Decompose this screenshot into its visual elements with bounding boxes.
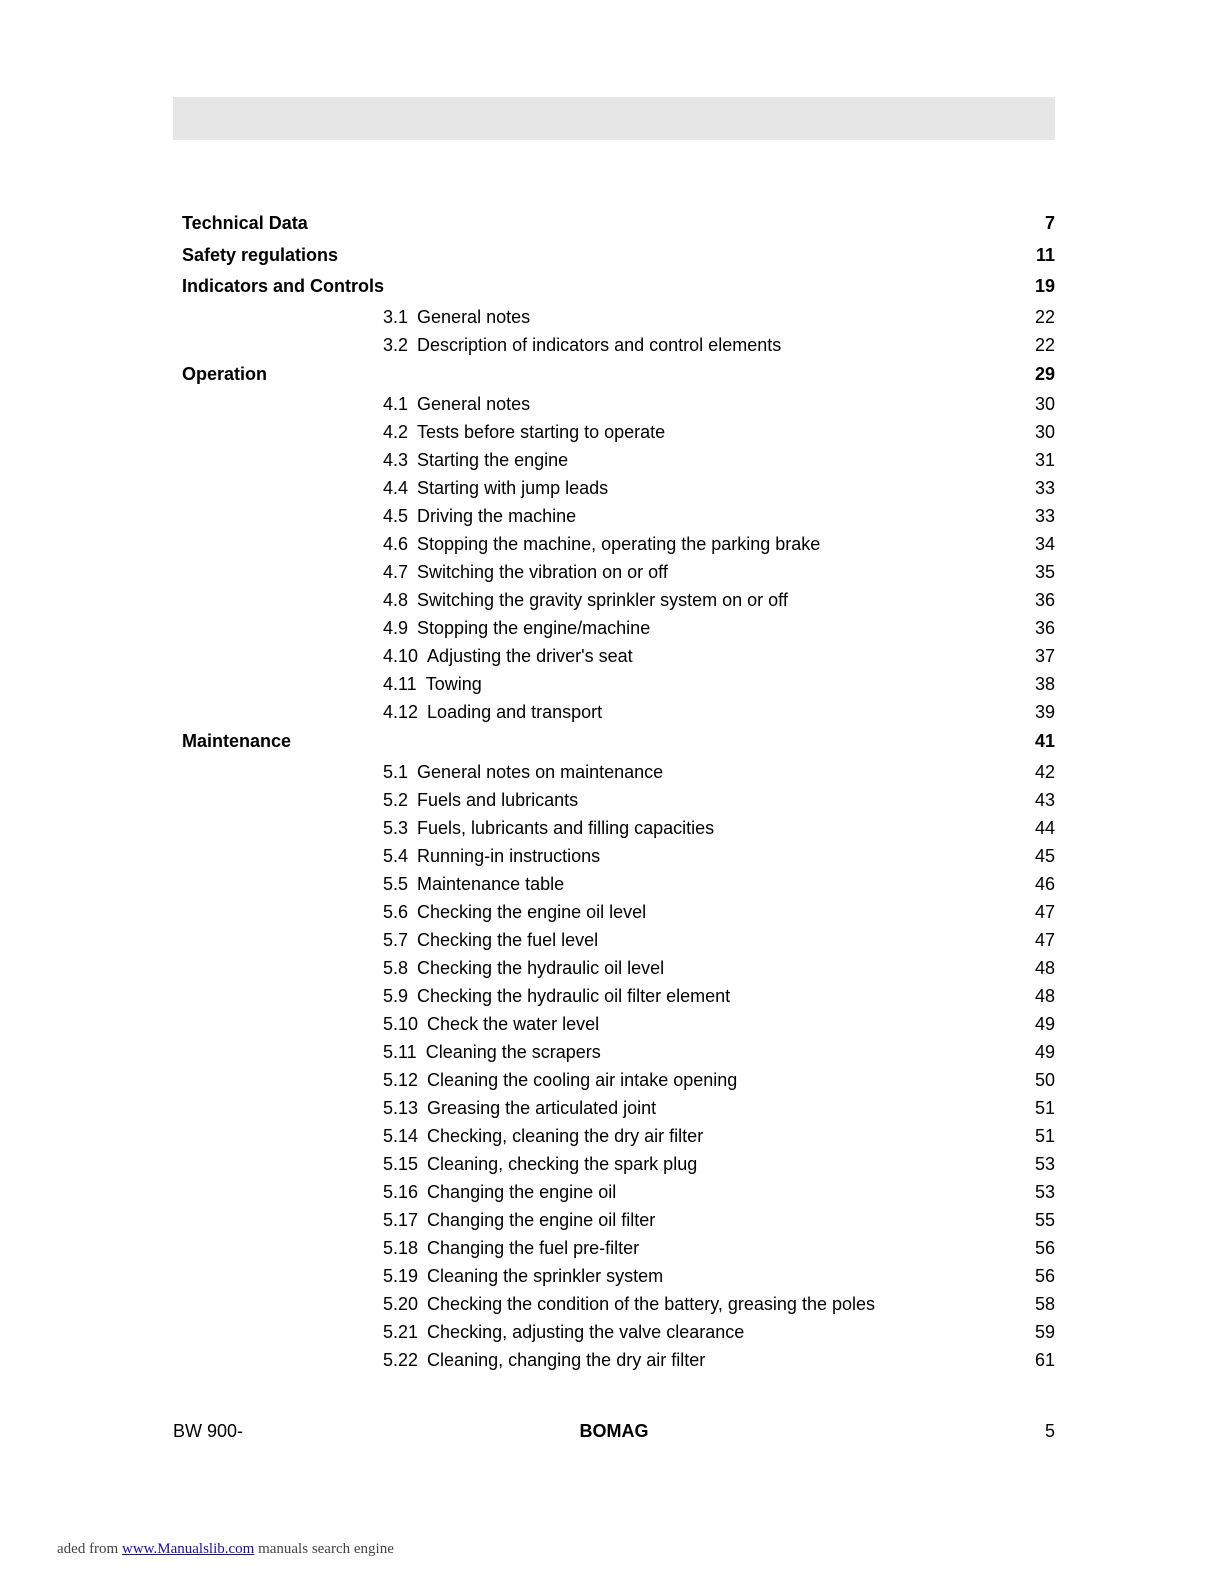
toc-page-number: 48 bbox=[1034, 985, 1055, 1006]
toc-section-number: 5.19 bbox=[383, 1265, 419, 1286]
header-band bbox=[173, 97, 1055, 140]
toc-section-row[interactable] bbox=[182, 586, 1055, 614]
toc-entry-text: Cleaning, changing the dry air filter bbox=[427, 1349, 706, 1370]
toc-section-row[interactable] bbox=[182, 303, 1055, 331]
toc-section-row[interactable] bbox=[182, 1066, 1055, 1094]
toc-section-row[interactable] bbox=[182, 418, 1055, 446]
toc-entry-text: Cleaning the sprinkler system bbox=[427, 1265, 664, 1286]
toc-section-number: 4.7 bbox=[383, 562, 409, 582]
toc-entry-title bbox=[182, 208, 308, 240]
toc-section-row[interactable] bbox=[182, 1038, 1055, 1066]
toc-entry-text: Technical Data bbox=[182, 213, 308, 233]
toc-entry-title bbox=[383, 1094, 656, 1122]
toc-entry-title bbox=[383, 842, 600, 870]
toc-entry-title bbox=[383, 758, 663, 786]
toc-page-number: 58 bbox=[1034, 1293, 1055, 1314]
toc-entry-title bbox=[383, 586, 788, 614]
toc-chapter-row[interactable] bbox=[182, 208, 1055, 240]
toc-page-number: 53 bbox=[1034, 1153, 1055, 1174]
toc-entry-title bbox=[383, 558, 668, 586]
toc-section-row[interactable] bbox=[182, 1206, 1055, 1234]
toc-section-number: 3.2 bbox=[383, 334, 409, 355]
toc-page-number: 59 bbox=[1034, 1321, 1055, 1342]
toc-entry-text: Fuels and lubricants bbox=[417, 789, 579, 810]
toc-entry-title bbox=[383, 1150, 697, 1178]
toc-entry-title bbox=[383, 786, 578, 814]
toc-page-number: 43 bbox=[1034, 789, 1055, 810]
watermark-link[interactable]: www.Manualslib.com bbox=[121, 1541, 255, 1557]
toc-entry-title bbox=[182, 271, 384, 303]
toc-chapter-row[interactable] bbox=[182, 240, 1055, 272]
toc-entry-title bbox=[383, 303, 530, 331]
toc-entry-text: Loading and transport bbox=[427, 702, 603, 722]
toc-page-number: 39 bbox=[1034, 702, 1055, 722]
footer-page-number: 5 bbox=[1044, 1421, 1055, 1441]
toc-page-number: 49 bbox=[1034, 1013, 1055, 1034]
toc-section-row[interactable] bbox=[182, 814, 1055, 842]
toc-section-row[interactable] bbox=[182, 1346, 1055, 1374]
toc-chapter-row[interactable] bbox=[182, 726, 1055, 758]
toc-page-number: 56 bbox=[1034, 1237, 1055, 1258]
toc-entry-title bbox=[383, 814, 714, 842]
toc-entry-text: General notes bbox=[417, 394, 531, 414]
toc-section-row[interactable] bbox=[182, 786, 1055, 814]
toc-entry-text: Operation bbox=[182, 363, 268, 384]
toc-section-number: 5.12 bbox=[383, 1069, 419, 1090]
toc-entry-title bbox=[383, 670, 482, 698]
toc-entry-text: Maintenance table bbox=[417, 873, 565, 894]
toc-section-number: 5.22 bbox=[383, 1349, 419, 1370]
toc-section-row[interactable] bbox=[182, 1150, 1055, 1178]
toc-entry-text: Driving the machine bbox=[417, 506, 577, 526]
toc-section-row[interactable] bbox=[182, 870, 1055, 898]
toc-entry-title bbox=[383, 1206, 655, 1234]
toc-entry-text: Checking the engine oil level bbox=[417, 901, 647, 922]
toc-entry-title bbox=[383, 1122, 703, 1150]
toc-page-number: 47 bbox=[1034, 901, 1055, 922]
toc-page-number: 41 bbox=[1034, 731, 1055, 751]
toc-page-number: 50 bbox=[1034, 1069, 1055, 1090]
toc-entry-title bbox=[182, 240, 338, 272]
toc-section-number: 4.8 bbox=[383, 590, 409, 610]
toc-section-row[interactable] bbox=[182, 1122, 1055, 1150]
toc-section-number: 5.18 bbox=[383, 1237, 419, 1258]
toc-entry-title bbox=[383, 926, 598, 954]
toc-entry-text: General notes bbox=[417, 306, 531, 327]
toc-section-number: 4.11 bbox=[383, 674, 417, 694]
toc-section-number: 4.2 bbox=[383, 422, 409, 442]
toc-page-number: 7 bbox=[1044, 213, 1055, 233]
toc-section-row[interactable] bbox=[182, 530, 1055, 558]
toc-page-number: 30 bbox=[1034, 394, 1055, 414]
toc-page-number: 49 bbox=[1034, 1041, 1055, 1062]
watermark-suffix: manuals search engine bbox=[258, 1541, 394, 1557]
toc-page-number: 36 bbox=[1034, 590, 1055, 610]
toc-chapter-row[interactable] bbox=[182, 271, 1055, 303]
toc-section-number: 5.11 bbox=[383, 1041, 417, 1062]
toc-section-number: 5.10 bbox=[383, 1013, 419, 1034]
toc-entry-text: Description of indicators and control elements bbox=[417, 334, 782, 355]
toc-section-number: 4.1 bbox=[383, 394, 409, 414]
page-footer bbox=[173, 1419, 1055, 1443]
toc-section-number: 4.6 bbox=[383, 534, 409, 554]
toc-section-number: 5.14 bbox=[383, 1125, 419, 1146]
toc-entry-title bbox=[182, 726, 291, 758]
toc-page-number: 33 bbox=[1034, 478, 1055, 498]
watermark bbox=[57, 1541, 394, 1558]
toc-section-number: 5.16 bbox=[383, 1181, 419, 1202]
toc-section-row[interactable] bbox=[182, 1234, 1055, 1262]
toc-entry-text: Cleaning the scrapers bbox=[425, 1041, 601, 1062]
toc-entry-title bbox=[383, 331, 781, 359]
toc-section-number: 5.8 bbox=[383, 957, 409, 978]
toc-section-row[interactable] bbox=[182, 474, 1055, 502]
toc-page-number: 22 bbox=[1034, 306, 1055, 327]
toc-entry-text: Check the water level bbox=[427, 1013, 600, 1034]
toc-page-number: 29 bbox=[1034, 363, 1055, 384]
toc-section-row[interactable] bbox=[182, 670, 1055, 698]
toc-page-number: 11 bbox=[1035, 244, 1055, 265]
toc-page-number: 48 bbox=[1034, 957, 1055, 978]
toc-page-number: 19 bbox=[1034, 276, 1055, 296]
toc-entry-title bbox=[383, 530, 820, 558]
toc-page-number: 33 bbox=[1034, 506, 1055, 526]
toc-entry-text: Adjusting the driver's seat bbox=[427, 646, 633, 666]
toc-entry-text: Tests before starting to operate bbox=[417, 422, 666, 442]
toc-page-number: 22 bbox=[1034, 334, 1055, 355]
toc-section-row[interactable] bbox=[182, 698, 1055, 726]
toc-section-number: 5.4 bbox=[383, 845, 409, 866]
toc-page-number: 42 bbox=[1034, 761, 1055, 782]
toc-section-number: 5.20 bbox=[383, 1293, 419, 1314]
toc-entry-text: Fuels, lubricants and filling capacities bbox=[417, 817, 715, 838]
toc-entry-text: Checking the hydraulic oil level bbox=[417, 957, 665, 978]
toc-section-number: 5.15 bbox=[383, 1153, 419, 1174]
toc-entry-title bbox=[383, 1066, 737, 1094]
toc-section-row[interactable] bbox=[182, 446, 1055, 474]
toc-section-row[interactable] bbox=[182, 614, 1055, 642]
toc-section-number: 5.17 bbox=[383, 1209, 419, 1230]
toc-section-number: 5.3 bbox=[383, 817, 409, 838]
toc-entry-title bbox=[383, 1318, 744, 1346]
toc-entry-text: Starting the engine bbox=[417, 450, 569, 470]
toc-entry-text: Stopping the engine/machine bbox=[417, 618, 651, 638]
toc-entry-title bbox=[383, 642, 633, 670]
toc-section-number: 4.12 bbox=[383, 702, 419, 722]
toc-entry-title bbox=[383, 870, 564, 898]
toc-entry-title bbox=[383, 1234, 639, 1262]
toc-section-row[interactable] bbox=[182, 1290, 1055, 1318]
footer-brand: BOMAG bbox=[579, 1421, 649, 1441]
toc-entry-title bbox=[383, 614, 650, 642]
toc-section-number: 5.13 bbox=[383, 1097, 419, 1118]
toc-entry-text: Checking the hydraulic oil filter element bbox=[417, 985, 731, 1006]
toc-entry-text: Changing the engine oil filter bbox=[427, 1209, 656, 1230]
toc-section-row[interactable] bbox=[182, 558, 1055, 586]
toc-page-number: 51 bbox=[1034, 1097, 1055, 1118]
toc-entry-text: Cleaning, checking the spark plug bbox=[427, 1153, 698, 1174]
toc-page-number: 44 bbox=[1034, 817, 1055, 838]
toc-section-row[interactable] bbox=[182, 1318, 1055, 1346]
toc-entry-text: Checking, cleaning the dry air filter bbox=[427, 1125, 704, 1146]
footer-model: BW 900- bbox=[173, 1421, 244, 1441]
toc-section-number: 5.9 bbox=[383, 985, 409, 1006]
toc-page-number: 37 bbox=[1034, 646, 1055, 666]
toc-page-number: 51 bbox=[1034, 1125, 1055, 1146]
toc-page-number: 55 bbox=[1034, 1209, 1055, 1230]
toc-section-number: 5.5 bbox=[383, 873, 409, 894]
toc-entry-text: Running-in instructions bbox=[417, 845, 601, 866]
toc-entry-title bbox=[383, 446, 568, 474]
toc-section-row[interactable] bbox=[182, 331, 1055, 359]
toc-entry-title bbox=[383, 698, 602, 726]
toc-section-row[interactable] bbox=[182, 1262, 1055, 1290]
toc-entry-title bbox=[383, 1178, 616, 1206]
toc-section-row[interactable] bbox=[182, 926, 1055, 954]
toc-section-row[interactable] bbox=[182, 1094, 1055, 1122]
toc-entry-title bbox=[383, 1010, 599, 1038]
toc-entry-text: Safety regulations bbox=[182, 244, 339, 265]
toc-section-row[interactable] bbox=[182, 842, 1055, 870]
toc-page-number: 38 bbox=[1034, 674, 1055, 694]
toc-entry-text: Checking the fuel level bbox=[417, 929, 599, 950]
toc-entry-text: Maintenance bbox=[182, 731, 292, 751]
toc-entry-text: Greasing the articulated joint bbox=[427, 1097, 657, 1118]
toc-page-number: 46 bbox=[1034, 873, 1055, 894]
toc-entry-text: General notes on maintenance bbox=[417, 761, 664, 782]
toc-page-number: 56 bbox=[1034, 1265, 1055, 1286]
toc-section-row[interactable] bbox=[182, 390, 1055, 418]
toc-entry-title bbox=[383, 1346, 705, 1374]
toc-entry-title bbox=[383, 418, 665, 446]
toc-section-row[interactable] bbox=[182, 642, 1055, 670]
toc-entry-title bbox=[383, 474, 608, 502]
toc-page-number: 34 bbox=[1034, 534, 1055, 554]
toc-section-row[interactable] bbox=[182, 1178, 1055, 1206]
toc-section-row[interactable] bbox=[182, 898, 1055, 926]
toc-section-number: 5.21 bbox=[383, 1321, 419, 1342]
watermark-prefix: aded from bbox=[57, 1541, 119, 1557]
toc-chapter-row[interactable] bbox=[182, 359, 1055, 391]
toc-page-number: 53 bbox=[1034, 1181, 1055, 1202]
toc-entry-title bbox=[182, 359, 267, 391]
toc-section-number: 5.6 bbox=[383, 901, 409, 922]
toc-entry-title bbox=[383, 898, 646, 926]
toc-section-number: 4.9 bbox=[383, 618, 409, 638]
toc-section-row[interactable] bbox=[182, 954, 1055, 982]
toc-section-number: 4.10 bbox=[383, 646, 419, 666]
toc-page-number: 36 bbox=[1034, 618, 1055, 638]
toc-page-number: 35 bbox=[1034, 562, 1055, 582]
toc-entry-text: Indicators and Controls bbox=[182, 276, 385, 296]
toc-section-number: 4.3 bbox=[383, 450, 409, 470]
toc-entry-title bbox=[383, 982, 730, 1010]
toc-page-number: 45 bbox=[1034, 845, 1055, 866]
toc-entry-title bbox=[383, 390, 530, 418]
toc-entry-text: Checking the condition of the battery, greasing the poles bbox=[427, 1293, 875, 1314]
toc-section-number: 5.2 bbox=[383, 789, 409, 810]
toc-section-row[interactable] bbox=[182, 1010, 1055, 1038]
toc-entry-text: Checking, adjusting the valve clearance bbox=[427, 1321, 745, 1342]
toc-page-number: 47 bbox=[1034, 929, 1055, 950]
table-of-contents bbox=[182, 208, 1055, 1374]
toc-entry-text: Starting with jump leads bbox=[417, 478, 609, 498]
toc-section-number: 4.4 bbox=[383, 478, 409, 498]
toc-entry-text: Changing the fuel pre-filter bbox=[427, 1237, 640, 1258]
toc-section-row[interactable] bbox=[182, 982, 1055, 1010]
toc-entry-text: Switching the vibration on or off bbox=[417, 562, 668, 582]
toc-entry-text: Cleaning the cooling air intake opening bbox=[427, 1069, 738, 1090]
toc-entry-text: Stopping the machine, operating the parking brake bbox=[417, 534, 821, 554]
toc-entry-text: Towing bbox=[425, 674, 482, 694]
toc-entry-title bbox=[383, 1262, 663, 1290]
toc-section-number: 3.1 bbox=[383, 306, 409, 327]
toc-section-row[interactable] bbox=[182, 758, 1055, 786]
toc-section-number: 5.7 bbox=[383, 929, 409, 950]
toc-entry-title bbox=[383, 954, 664, 982]
toc-entry-text: Switching the gravity sprinkler system on or off bbox=[417, 590, 788, 610]
toc-section-number: 4.5 bbox=[383, 506, 409, 526]
toc-section-number: 5.1 bbox=[383, 761, 409, 782]
toc-page-number: 31 bbox=[1034, 450, 1055, 470]
toc-page-number: 61 bbox=[1034, 1349, 1055, 1370]
toc-page-number: 30 bbox=[1034, 422, 1055, 442]
toc-entry-title bbox=[383, 1038, 601, 1066]
toc-entry-title bbox=[383, 502, 576, 530]
toc-entry-title bbox=[383, 1290, 875, 1318]
toc-entry-text: Changing the engine oil bbox=[427, 1181, 617, 1202]
toc-section-row[interactable] bbox=[182, 502, 1055, 530]
